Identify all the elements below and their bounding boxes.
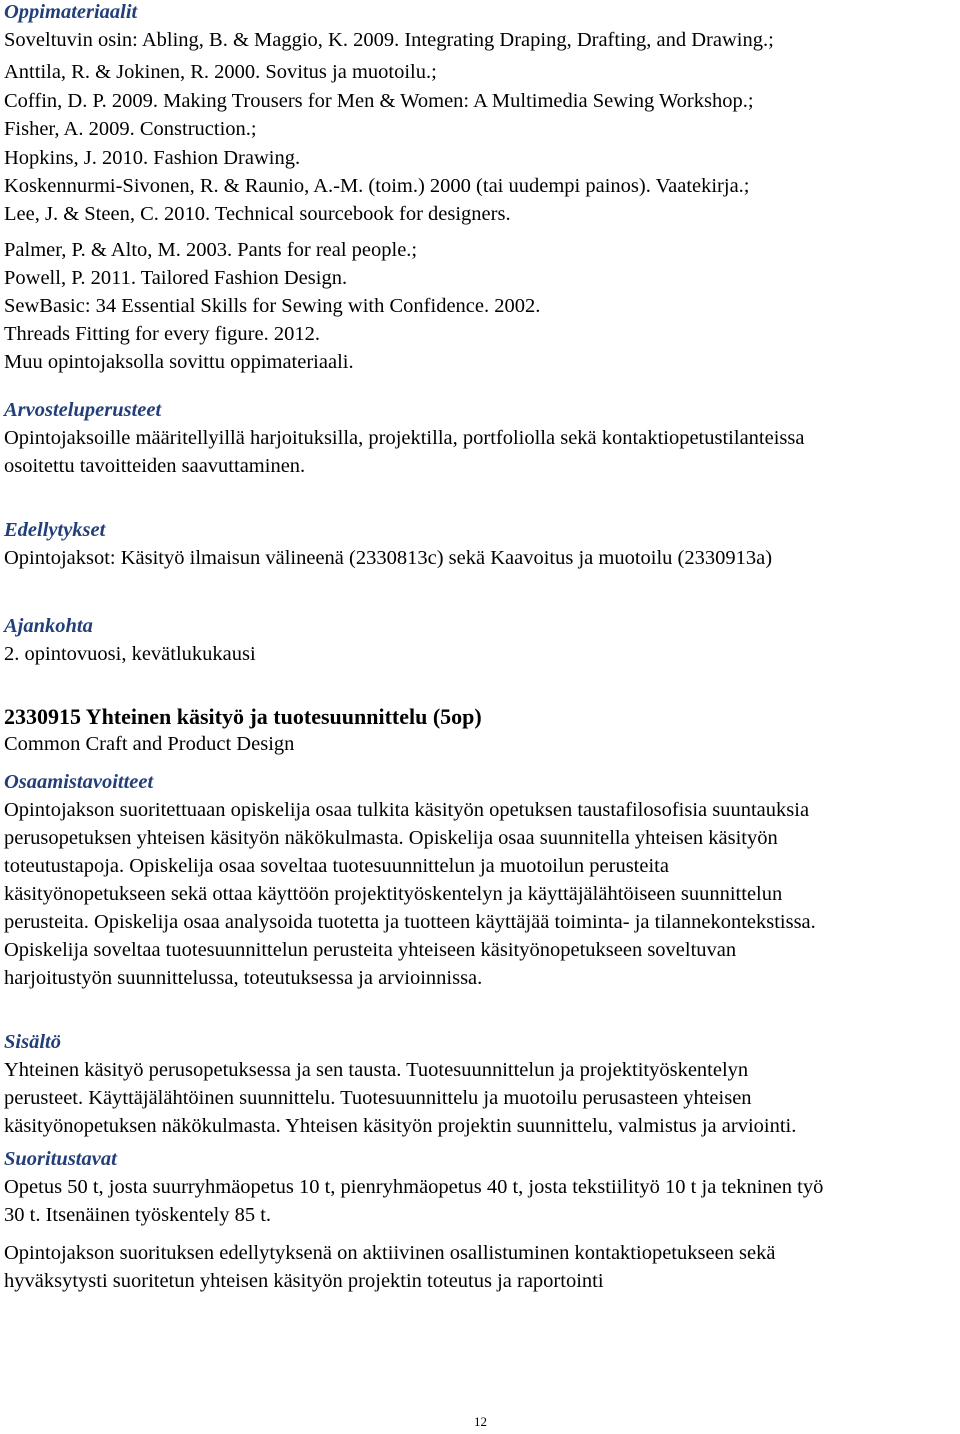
materials-line: SewBasic: 34 Essential Skills for Sewing with Confidence. 2002. [4,295,541,317]
assessment-line: osoitettu tavoitteiden saavuttaminen. [4,455,306,477]
assessment-heading: Arvosteluperusteet [4,399,162,421]
objectives-line: perusteita. Opiskelija osaa analysoida tuotetta ja tuotteen käyttäjää toiminta- ja tilannekontekstissa. [4,911,816,933]
materials-line: Powell, P. 2011. Tailored Fashion Design. [4,267,348,289]
prerequisites-line: Opintojaksot: Käsityö ilmaisun välineenä (2330813c) sekä Kaavoitus ja muotoilu (2330913a) [4,547,773,569]
materials-line: Anttila, R. & Jokinen, R. 2000. Sovitus ja muotoilu.; [4,61,437,83]
methods-line: Opintojakson suorituksen edellytyksenä on aktiivinen osallistuminen kontaktiopetukseen sekä [4,1242,776,1264]
content-line: käsityönopetuksen näkökulmasta. Yhteisen käsityön projektin suunnittelu, valmistus ja arviointi. [4,1115,797,1137]
objectives-line: Opiskelija soveltaa tuotesuunnittelun perusteita yhteiseen käsityönopetukseen soveltuvan [4,939,737,961]
timing-heading: Ajankohta [4,615,93,637]
objectives-line: toteutustapoja. Opiskelija osaa soveltaa tuotesuunnittelun ja muotoilun perusteita [4,855,669,877]
course-subtitle: Common Craft and Product Design [4,733,295,755]
content-line: Yhteinen käsityö perusopetuksessa ja sen tausta. Tuotesuunnittelun ja projektityöskentelyn [4,1059,749,1081]
methods-heading: Suoritustavat [4,1148,117,1170]
assessment-line: Opintojaksoille määritellyillä harjoituksilla, projektilla, portfoliolla sekä kontaktiopetustilanteissa [4,427,805,449]
timing-line: 2. opintovuosi, kevätlukukausi [4,643,256,665]
materials-line: Threads Fitting for every figure. 2012. [4,323,320,345]
objectives-heading: Osaamistavoitteet [4,771,154,793]
content-line: perusteet. Käyttäjälähtöinen suunnittelu. Tuotesuunnittelu ja muotoilu perusasteen yhteisen [4,1087,752,1109]
materials-line: Lee, J. & Steen, C. 2010. Technical sourcebook for designers. [4,203,511,225]
objectives-line: käsityönopetukseen sekä ottaa käyttöön projektityöskentelyn ja käyttäjälähtöiseen suunnittelun [4,883,783,905]
methods-line: hyväksytysti suoritetun yhteisen käsityön projektin toteutus ja raportointi [4,1270,604,1292]
page-number: 12 [474,1414,487,1429]
materials-line: Koskennurmi-Sivonen, R. & Raunio, A.-M. (toim.) 2000 (tai uudempi painos). Vaatekirja.; [4,175,750,197]
prerequisites-heading: Edellytykset [4,519,106,541]
objectives-line: perusopetuksen yhteisen käsityön näkökulmasta. Opiskelija osaa suunnitella yhteisen käsityön [4,827,778,849]
course-title: 2330915 Yhteinen käsityö ja tuotesuunnittelu (5op) [4,704,482,729]
materials-line: Hopkins, J. 2010. Fashion Drawing. [4,147,301,169]
materials-line: Coffin, D. P. 2009. Making Trousers for Men & Women: A Multimedia Sewing Workshop.; [4,90,754,112]
materials-line: Soveltuvin osin: Abling, B. & Maggio, K. 2009. Integrating Draping, Drafting, and Drawing.; [4,29,774,51]
materials-line: Palmer, P. & Alto, M. 2003. Pants for real people.; [4,239,418,261]
content-heading: Sisältö [4,1031,61,1053]
materials-heading: Oppimateriaalit [4,1,138,23]
materials-line: Muu opintojaksolla sovittu oppimateriaali. [4,351,354,373]
methods-line: 30 t. Itsenäinen työskentely 85 t. [4,1204,272,1226]
objectives-line: harjoitustyön suunnittelussa, toteutuksessa ja arvioinnissa. [4,967,483,989]
methods-line: Opetus 50 t, josta suurryhmäopetus 10 t, pienryhmäopetus 40 t, josta tekstiilityö 10 t ja tekninen työ [4,1176,824,1198]
objectives-line: Opintojakson suoritettuaan opiskelija osaa tulkita käsityön opetuksen taustafilosofisia suuntauksia [4,799,810,821]
materials-line: Fisher, A. 2009. Construction.; [4,118,257,140]
